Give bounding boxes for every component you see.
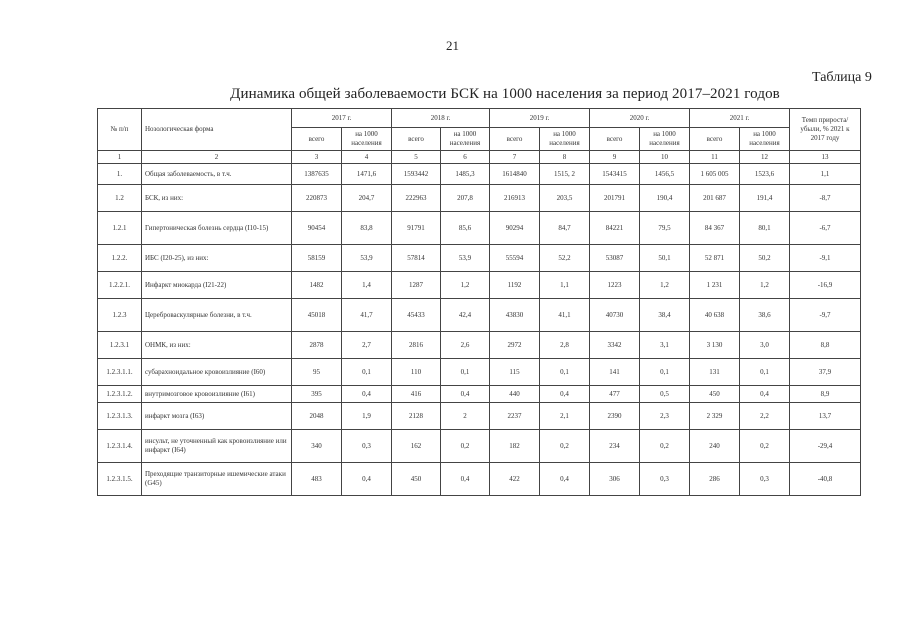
header-per1000: на 1000 населения [441, 128, 490, 151]
table-row [98, 386, 861, 403]
value-cell: 41,7 [342, 299, 392, 332]
column-number: 11 [690, 151, 740, 164]
value-cell: 53,9 [441, 245, 490, 272]
row-number-cell: 1.2.2.1. [98, 272, 142, 299]
value-cell: 2 329 [690, 403, 740, 430]
value-cell: 0,5 [640, 386, 690, 403]
value-cell: 141 [590, 359, 640, 386]
column-number: 10 [640, 151, 690, 164]
growth-cell: 13,7 [790, 403, 861, 430]
column-number: 5 [392, 151, 441, 164]
value-cell: 190,4 [640, 185, 690, 212]
value-cell: 0,1 [740, 359, 790, 386]
value-cell: 79,5 [640, 212, 690, 245]
value-cell: 0,1 [342, 359, 392, 386]
header-per1000: на 1000 населения [540, 128, 590, 151]
value-cell: 40730 [590, 299, 640, 332]
value-cell: 0,4 [540, 463, 590, 496]
value-cell: 50,2 [740, 245, 790, 272]
value-cell: 131 [690, 359, 740, 386]
value-cell: 0,3 [640, 463, 690, 496]
value-cell: 0,4 [540, 386, 590, 403]
value-cell: 2390 [590, 403, 640, 430]
row-name-cell: Преходящие транзиторные ишемические атаки (G45) [142, 463, 292, 496]
column-number: 9 [590, 151, 640, 164]
row-name-cell: Инфаркт миокарда (I21-22) [142, 272, 292, 299]
value-cell: 0,2 [540, 430, 590, 463]
table-row [98, 272, 861, 299]
growth-cell: -6,7 [790, 212, 861, 245]
value-cell: 1287 [392, 272, 441, 299]
growth-cell: -29,4 [790, 430, 861, 463]
growth-cell: -16,9 [790, 272, 861, 299]
value-cell: 1387635 [292, 164, 342, 185]
growth-cell: 8,8 [790, 332, 861, 359]
growth-cell: 1,1 [790, 164, 861, 185]
value-cell: 2,8 [540, 332, 590, 359]
value-cell: 1192 [490, 272, 540, 299]
table-row [98, 245, 861, 272]
header-year: 2021 г. [690, 109, 790, 128]
value-cell: 1523,6 [740, 164, 790, 185]
row-name-cell: инсульт, не уточненный как кровоизлияние или инфаркт (I64) [142, 430, 292, 463]
value-cell: 0,3 [740, 463, 790, 496]
value-cell: 45018 [292, 299, 342, 332]
value-cell: 207,8 [441, 185, 490, 212]
row-number-cell: 1.2 [98, 185, 142, 212]
value-cell: 80,1 [740, 212, 790, 245]
value-cell: 203,5 [540, 185, 590, 212]
value-cell: 115 [490, 359, 540, 386]
value-cell: 201791 [590, 185, 640, 212]
table-row [98, 185, 861, 212]
growth-cell: -9,7 [790, 299, 861, 332]
value-cell: 306 [590, 463, 640, 496]
value-cell: 2,1 [540, 403, 590, 430]
column-number: 8 [540, 151, 590, 164]
header-per1000: на 1000 населения [740, 128, 790, 151]
page-number: 21 [446, 38, 459, 53]
column-number-row [98, 151, 861, 164]
value-cell: 1,4 [342, 272, 392, 299]
value-cell: 1456,5 [640, 164, 690, 185]
value-cell: 1,9 [342, 403, 392, 430]
table-row [98, 430, 861, 463]
value-cell: 1614840 [490, 164, 540, 185]
value-cell: 162 [392, 430, 441, 463]
value-cell: 0,1 [441, 359, 490, 386]
header-growth: Темп прироста/ убыли, % 2021 к 2017 году [790, 109, 861, 151]
row-number-cell: 1.2.3 [98, 299, 142, 332]
value-cell: 84221 [590, 212, 640, 245]
value-cell: 422 [490, 463, 540, 496]
row-name-cell: субарахноидальное кровоизлияние (I60) [142, 359, 292, 386]
value-cell: 40 638 [690, 299, 740, 332]
value-cell: 1,2 [640, 272, 690, 299]
value-cell: 58159 [292, 245, 342, 272]
header-year: 2018 г. [392, 109, 490, 128]
header-total: всего [590, 128, 640, 151]
header-year: 2020 г. [590, 109, 690, 128]
value-cell: 1 605 005 [690, 164, 740, 185]
row-name-cell: инфаркт мозга (I63) [142, 403, 292, 430]
column-number: 2 [142, 151, 292, 164]
value-cell: 53087 [590, 245, 640, 272]
value-cell: 42,4 [441, 299, 490, 332]
row-name-cell: внутримозговое кровоизлияние (I61) [142, 386, 292, 403]
value-cell: 110 [392, 359, 441, 386]
value-cell: 2,3 [640, 403, 690, 430]
row-name-cell: ИБС (I20-25), из них: [142, 245, 292, 272]
value-cell: 50,1 [640, 245, 690, 272]
value-cell: 240 [690, 430, 740, 463]
header-year: 2017 г. [292, 109, 392, 128]
table-row [98, 463, 861, 496]
growth-cell: -40,8 [790, 463, 861, 496]
header-total: всего [490, 128, 540, 151]
value-cell: 2048 [292, 403, 342, 430]
value-cell: 84,7 [540, 212, 590, 245]
value-cell: 440 [490, 386, 540, 403]
row-name-cell: Гипертоническая болезнь сердца (I10-15) [142, 212, 292, 245]
row-number-cell: 1. [98, 164, 142, 185]
table-row [98, 164, 861, 185]
column-number: 3 [292, 151, 342, 164]
table-row [98, 212, 861, 245]
value-cell: 1593442 [392, 164, 441, 185]
value-cell: 41,1 [540, 299, 590, 332]
value-cell: 450 [392, 463, 441, 496]
value-cell: 1 231 [690, 272, 740, 299]
row-name-cell: ОНМК, из них: [142, 332, 292, 359]
value-cell: 477 [590, 386, 640, 403]
growth-cell: -8,7 [790, 185, 861, 212]
row-name-cell: БСК, из них: [142, 185, 292, 212]
value-cell: 191,4 [740, 185, 790, 212]
header-name: Нозологическая форма [142, 109, 292, 151]
growth-cell: 37,9 [790, 359, 861, 386]
value-cell: 90294 [490, 212, 540, 245]
row-number-cell: 1.2.3.1.1. [98, 359, 142, 386]
value-cell: 220873 [292, 185, 342, 212]
value-cell: 83,8 [342, 212, 392, 245]
value-cell: 52,2 [540, 245, 590, 272]
value-cell: 182 [490, 430, 540, 463]
value-cell: 1,1 [540, 272, 590, 299]
table-row [98, 299, 861, 332]
row-number-cell: 1.2.2. [98, 245, 142, 272]
value-cell: 91791 [392, 212, 441, 245]
value-cell: 2,7 [342, 332, 392, 359]
value-cell: 45433 [392, 299, 441, 332]
row-number-cell: 1.2.3.1.2. [98, 386, 142, 403]
column-number: 12 [740, 151, 790, 164]
header-num: № п/п [98, 109, 142, 151]
morbidity-table [97, 108, 861, 496]
value-cell: 55594 [490, 245, 540, 272]
value-cell: 0,3 [342, 430, 392, 463]
value-cell: 234 [590, 430, 640, 463]
value-cell: 85,6 [441, 212, 490, 245]
value-cell: 286 [690, 463, 740, 496]
value-cell: 416 [392, 386, 441, 403]
value-cell: 2,6 [441, 332, 490, 359]
header-per1000: на 1000 населения [342, 128, 392, 151]
value-cell: 0,4 [441, 386, 490, 403]
value-cell: 3342 [590, 332, 640, 359]
value-cell: 38,4 [640, 299, 690, 332]
value-cell: 222963 [392, 185, 441, 212]
value-cell: 1,2 [441, 272, 490, 299]
value-cell: 0,4 [740, 386, 790, 403]
header-year: 2019 г. [490, 109, 590, 128]
value-cell: 1223 [590, 272, 640, 299]
value-cell: 1543415 [590, 164, 640, 185]
value-cell: 0,4 [441, 463, 490, 496]
value-cell: 53,9 [342, 245, 392, 272]
value-cell: 340 [292, 430, 342, 463]
value-cell: 216913 [490, 185, 540, 212]
value-cell: 90454 [292, 212, 342, 245]
value-cell: 2816 [392, 332, 441, 359]
value-cell: 0,1 [540, 359, 590, 386]
value-cell: 2972 [490, 332, 540, 359]
column-number: 13 [790, 151, 861, 164]
value-cell: 0,2 [740, 430, 790, 463]
row-number-cell: 1.2.3.1.4. [98, 430, 142, 463]
table-label: Таблица 9 [812, 70, 872, 85]
row-name-cell: Общая заболеваемость, в т.ч. [142, 164, 292, 185]
value-cell: 0,4 [342, 463, 392, 496]
value-cell: 3,0 [740, 332, 790, 359]
header-row-years [98, 109, 861, 128]
value-cell: 1482 [292, 272, 342, 299]
row-number-cell: 1.2.1 [98, 212, 142, 245]
value-cell: 95 [292, 359, 342, 386]
growth-cell: -9,1 [790, 245, 861, 272]
value-cell: 0,2 [640, 430, 690, 463]
value-cell: 1485,3 [441, 164, 490, 185]
value-cell: 450 [690, 386, 740, 403]
table-body [98, 164, 861, 496]
value-cell: 2237 [490, 403, 540, 430]
row-name-cell: Цереброваскулярные болезни, в т.ч. [142, 299, 292, 332]
table-row [98, 332, 861, 359]
header-per1000: на 1000 населения [640, 128, 690, 151]
value-cell: 57814 [392, 245, 441, 272]
value-cell: 0,1 [640, 359, 690, 386]
value-cell: 204,7 [342, 185, 392, 212]
value-cell: 0,2 [441, 430, 490, 463]
value-cell: 2,2 [740, 403, 790, 430]
row-number-cell: 1.2.3.1.3. [98, 403, 142, 430]
value-cell: 1,2 [740, 272, 790, 299]
value-cell: 43830 [490, 299, 540, 332]
value-cell: 0,4 [342, 386, 392, 403]
value-cell: 2128 [392, 403, 441, 430]
column-number: 6 [441, 151, 490, 164]
value-cell: 1471,6 [342, 164, 392, 185]
value-cell: 84 367 [690, 212, 740, 245]
table-row [98, 403, 861, 430]
value-cell: 483 [292, 463, 342, 496]
header-total: всего [292, 128, 342, 151]
row-number-cell: 1.2.3.1 [98, 332, 142, 359]
header-total: всего [690, 128, 740, 151]
value-cell: 395 [292, 386, 342, 403]
document-title: Динамика общей заболеваемости БСК на 1000 населения за период 2017–2021 годов [230, 86, 780, 102]
value-cell: 3 130 [690, 332, 740, 359]
growth-cell: 8,9 [790, 386, 861, 403]
value-cell: 52 871 [690, 245, 740, 272]
value-cell: 201 687 [690, 185, 740, 212]
column-number: 7 [490, 151, 540, 164]
value-cell: 2878 [292, 332, 342, 359]
value-cell: 3,1 [640, 332, 690, 359]
row-number-cell: 1.2.3.1.5. [98, 463, 142, 496]
value-cell: 2 [441, 403, 490, 430]
value-cell: 38,6 [740, 299, 790, 332]
header-total: всего [392, 128, 441, 151]
column-number: 4 [342, 151, 392, 164]
column-number: 1 [98, 151, 142, 164]
value-cell: 1515, 2 [540, 164, 590, 185]
table-row [98, 359, 861, 386]
